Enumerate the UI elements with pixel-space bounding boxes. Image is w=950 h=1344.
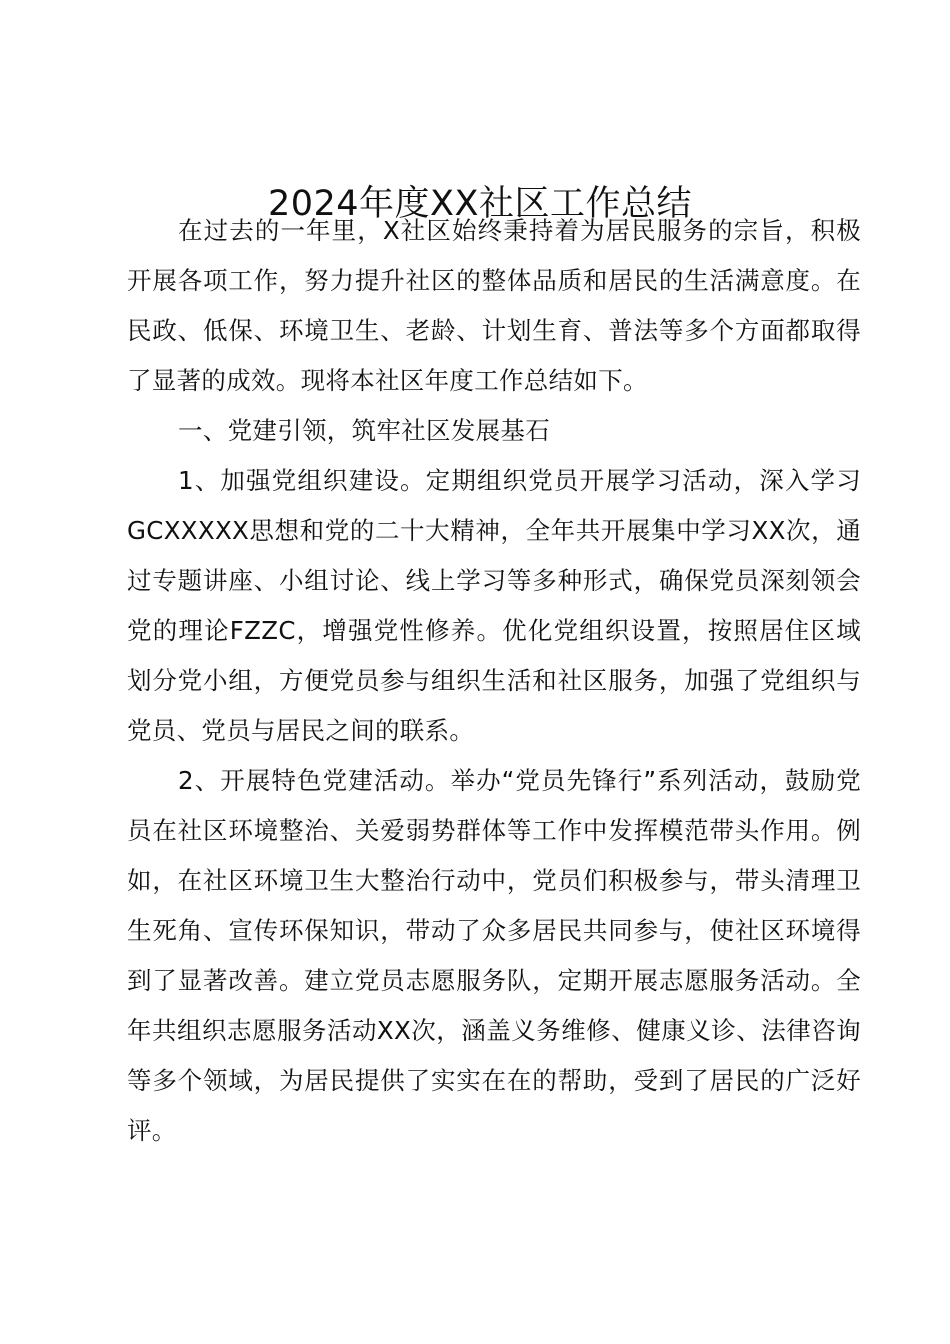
section-paragraph-2: 2、开展特色党建活动。举办“党员先锋行”系列活动，鼓励党员在社区环境整治、关爱弱势群体等工作中发挥模范带头作用。例如，在社区环境卫生大整治行动中，党员们积极参与，带头清理卫生死角、宣传环保知识，带动了众多居民共同参与，使社区环境得到了显著改善。建立党员志愿服务队，定期开展志愿服务活动。全年共组织志愿服务活动XX次，涵盖义务维修、健康义诊、法律咨询等多个领域，为居民提供了实实在在的帮助，受到了居民的广泛好评。 [127, 766, 861, 1145]
intro-paragraph: 在过去的一年里，X社区始终秉持着为居民服务的宗旨，积极开展各项工作，努力提升社区的整体品质和居民的生活满意度。在民政、低保、环境卫生、老龄、计划生育、普法等多个方面都取得了显著的成效。现将本社区年度工作总结如下。 [127, 216, 861, 395]
document-body [127, 206, 861, 1156]
document-title: 2024年度XX社区工作总结 [267, 184, 693, 224]
section-heading: 一、党建引领，筑牢社区发展基石 [178, 416, 550, 445]
section-paragraph-1: 1、加强党组织建设。定期组织党员开展学习活动，深入学习GCXXXXX思想和党的二十大精神，全年共开展集中学习XX次，通过专题讲座、小组讨论、线上学习等多种形式，确保党员深刻领会党的理论FZZC，增强党性修养。优化党组织设置，按照居住区域划分党小组，方便党员参与组织生活和社区服务，加强了党组织与党员、党员与居民之间的联系。 [127, 466, 861, 745]
